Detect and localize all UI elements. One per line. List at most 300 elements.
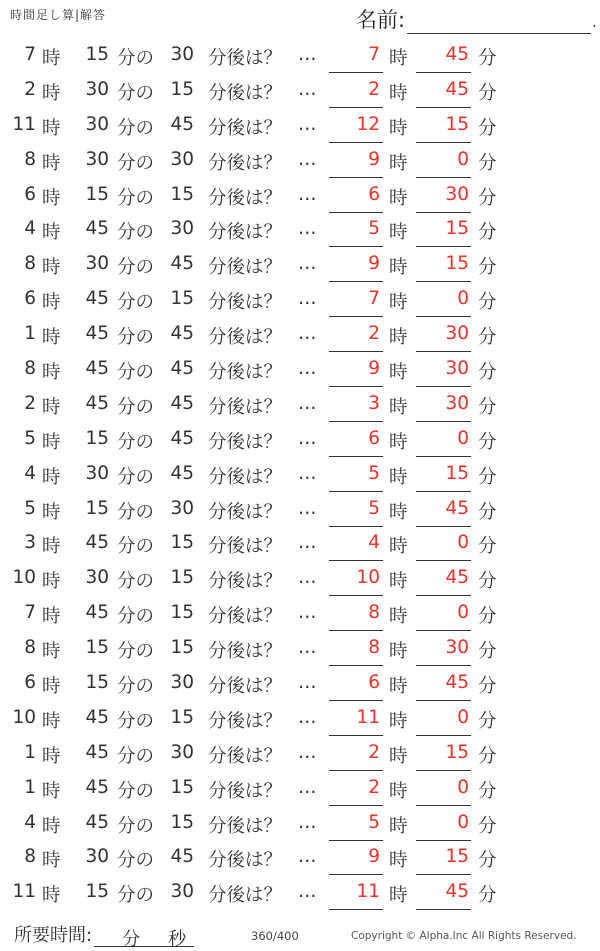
hour-label: 時	[42, 327, 61, 349]
ellipsis-mark: …	[298, 637, 318, 659]
minute-of-label: 分の	[117, 396, 155, 418]
minute-of-label: 分の	[117, 501, 155, 523]
problem-start-hour: 7	[24, 44, 36, 65]
ellipsis-mark: …	[298, 881, 318, 903]
minute-of-label: 分の	[117, 850, 155, 872]
answer-minute-label: 分	[478, 885, 497, 907]
problem-start-minute: 30	[85, 148, 109, 170]
answer-hour-label: 時	[389, 257, 408, 279]
ellipsis-mark: …	[298, 846, 318, 868]
answer-hour: 5	[368, 497, 380, 519]
answer-minute: 15	[445, 846, 469, 868]
problem-added-minutes: 15	[170, 602, 194, 624]
problem-start-hour: 5	[24, 427, 36, 449]
minute-of-label: 分の	[117, 431, 155, 453]
hour-label: 時	[42, 257, 61, 279]
answer-hour: 2	[368, 741, 380, 763]
answer-hour-underline	[329, 630, 383, 631]
answer-minute-underline	[416, 316, 471, 317]
answer-hour: 9	[368, 253, 380, 275]
problem-added-minutes: 45	[170, 323, 194, 345]
answer-minute-underline	[416, 874, 471, 875]
answer-hour: 5	[368, 462, 380, 484]
answer-hour: 6	[368, 183, 380, 205]
answer-minute: 30	[445, 358, 469, 380]
hour-label: 時	[42, 152, 61, 174]
answer-hour: 5	[368, 811, 380, 833]
answer-minute: 0	[457, 811, 469, 833]
minute-of-label: 分の	[117, 885, 155, 907]
hour-label: 時	[42, 710, 61, 732]
answer-minute-underline	[416, 526, 471, 527]
problem-row	[0, 389, 600, 424]
minutes-later-label: 分後は？	[208, 850, 283, 872]
hour-label: 時	[42, 82, 61, 104]
answer-minute-label: 分	[478, 327, 497, 349]
answer-hour: 8	[368, 637, 380, 659]
minutes-later-label: 分後は？	[208, 396, 283, 418]
problem-row	[0, 563, 600, 598]
minute-of-label: 分の	[117, 466, 155, 488]
answer-minute-underline	[416, 909, 471, 910]
problem-row	[0, 145, 600, 180]
name-field	[356, 4, 597, 34]
problem-added-minutes: 30	[170, 741, 194, 763]
answer-hour-label: 時	[389, 641, 408, 663]
hour-label: 時	[42, 815, 61, 837]
problem-start-hour: 6	[24, 672, 36, 694]
minute-of-label: 分の	[117, 327, 155, 349]
problem-start-minute: 45	[85, 358, 109, 380]
answer-hour-underline	[329, 107, 383, 108]
answer-minute: 0	[457, 148, 469, 170]
name-end-mark: .	[592, 15, 597, 31]
answer-minute-underline	[416, 491, 471, 492]
answer-hour-underline	[329, 72, 383, 73]
answer-hour-underline	[329, 665, 383, 666]
problem-start-hour: 1	[24, 776, 36, 798]
minutes-later-label: 分後は？	[208, 641, 283, 663]
minute-of-label: 分の	[117, 606, 155, 628]
answer-minute: 30	[445, 637, 469, 659]
problem-start-minute: 45	[85, 323, 109, 345]
problem-added-minutes: 15	[170, 183, 194, 205]
problem-start-hour: 2	[24, 392, 36, 414]
answer-minute-underline	[416, 735, 471, 736]
answer-minute-underline	[416, 665, 471, 666]
problem-added-minutes: 45	[170, 358, 194, 380]
worksheet-title: 時間足し算|解答	[10, 8, 107, 22]
answer-hour: 2	[368, 776, 380, 798]
minutes-later-label: 分後は？	[208, 466, 283, 488]
name-label: 名前:	[356, 8, 406, 32]
answer-minute: 0	[457, 602, 469, 624]
answer-hour-underline	[329, 281, 383, 282]
hour-label: 時	[42, 466, 61, 488]
minute-of-label: 分の	[117, 676, 155, 698]
answer-minute-underline	[416, 142, 471, 143]
problem-start-hour: 10	[12, 567, 36, 589]
answer-hour-label: 時	[389, 152, 408, 174]
hour-label: 時	[42, 222, 61, 244]
problem-start-minute: 15	[85, 672, 109, 694]
answer-minute: 45	[445, 44, 469, 65]
problem-start-hour: 7	[24, 602, 36, 624]
problem-added-minutes: 45	[170, 846, 194, 868]
ellipsis-mark: …	[298, 288, 318, 310]
minutes-later-label: 分後は？	[208, 362, 283, 384]
minute-of-label: 分の	[117, 362, 155, 384]
answer-minute-label: 分	[478, 431, 497, 453]
problem-added-minutes: 30	[170, 881, 194, 903]
ellipsis-mark: …	[298, 323, 318, 345]
answer-minute: 0	[457, 776, 469, 798]
problem-start-hour: 4	[24, 462, 36, 484]
answer-minute-label: 分	[478, 292, 497, 314]
problem-start-minute: 30	[85, 113, 109, 135]
hour-label: 時	[42, 850, 61, 872]
hour-label: 時	[42, 292, 61, 314]
answer-minute: 45	[445, 881, 469, 903]
answer-minute: 30	[445, 323, 469, 345]
problem-start-minute: 15	[85, 497, 109, 519]
hour-label: 時	[42, 745, 61, 767]
answer-minute-label: 分	[478, 222, 497, 244]
answer-minute-label: 分	[478, 48, 497, 69]
ellipsis-mark: …	[298, 602, 318, 624]
ellipsis-mark: …	[298, 672, 318, 694]
answer-minute-label: 分	[478, 780, 497, 802]
minutes-later-label: 分後は？	[208, 815, 283, 837]
minute-of-label: 分の	[117, 780, 155, 802]
answer-minute-underline	[416, 177, 471, 178]
hour-label: 時	[42, 536, 61, 558]
problem-row	[0, 459, 600, 494]
minutes-later-label: 分後は？	[208, 536, 283, 558]
answer-hour: 9	[368, 148, 380, 170]
elapsed-time-box	[94, 926, 194, 950]
answer-hour: 6	[368, 427, 380, 449]
page-number: 360/400	[251, 929, 299, 943]
answer-minute-underline	[416, 595, 471, 596]
answer-minute: 45	[445, 672, 469, 694]
answer-minute-label: 分	[478, 117, 497, 139]
ellipsis-mark: …	[298, 811, 318, 833]
problem-row	[0, 842, 600, 877]
answer-hour-underline	[329, 770, 383, 771]
answer-hour-underline	[329, 212, 383, 213]
problem-start-minute: 15	[85, 881, 109, 903]
minutes-later-label: 分後は？	[208, 187, 283, 209]
answer-hour-underline	[329, 142, 383, 143]
answer-minute-underline	[416, 107, 471, 108]
answer-hour-label: 時	[389, 292, 408, 314]
minutes-later-label: 分後は？	[208, 571, 283, 593]
answer-minute-label: 分	[478, 82, 497, 104]
problem-added-minutes: 45	[170, 427, 194, 449]
minute-of-label: 分の	[117, 48, 155, 69]
answer-hour-underline	[329, 595, 383, 596]
minutes-later-label: 分後は？	[208, 676, 283, 698]
problem-row	[0, 319, 600, 354]
ellipsis-mark: …	[298, 392, 318, 414]
answer-minute-underline	[416, 72, 471, 73]
ellipsis-mark: …	[298, 532, 318, 554]
answer-hour: 2	[368, 323, 380, 345]
problem-row	[0, 110, 600, 145]
answer-minute-label: 分	[478, 850, 497, 872]
answer-hour-label: 時	[389, 780, 408, 802]
minutes-later-label: 分後は？	[208, 606, 283, 628]
problem-start-hour: 8	[24, 637, 36, 659]
answer-minute: 0	[457, 532, 469, 554]
minutes-later-label: 分後は？	[208, 152, 283, 174]
ellipsis-mark: …	[298, 183, 318, 205]
minute-of-label: 分の	[117, 571, 155, 593]
copyright-notice: Copyright © Alpha.Inc All Rights Reserved.	[351, 930, 577, 942]
problem-row	[0, 773, 600, 808]
answer-hour: 3	[368, 392, 380, 414]
answer-minute-underline	[416, 456, 471, 457]
answer-hour-label: 時	[389, 117, 408, 139]
answer-minute-label: 分	[478, 676, 497, 698]
hour-label: 時	[42, 187, 61, 209]
answer-minute-label: 分	[478, 362, 497, 384]
answer-minute-underline	[416, 805, 471, 806]
problem-start-hour: 4	[24, 218, 36, 240]
ellipsis-mark: …	[298, 253, 318, 275]
problem-start-minute: 45	[85, 218, 109, 240]
answer-minute: 15	[445, 253, 469, 275]
minutes-later-label: 分後は？	[208, 222, 283, 244]
answer-minute: 45	[445, 567, 469, 589]
elapsed-time-label: 所要時間:	[14, 925, 93, 946]
problem-added-minutes: 15	[170, 637, 194, 659]
hour-label: 時	[42, 571, 61, 593]
ellipsis-mark: …	[298, 462, 318, 484]
answer-hour-label: 時	[389, 362, 408, 384]
answer-hour-label: 時	[389, 571, 408, 593]
problem-start-minute: 45	[85, 741, 109, 763]
problem-added-minutes: 15	[170, 776, 194, 798]
minute-of-label: 分の	[117, 187, 155, 209]
answer-hour: 9	[368, 846, 380, 868]
answer-hour-underline	[329, 316, 383, 317]
answer-hour-underline	[329, 874, 383, 875]
problem-start-minute: 30	[85, 462, 109, 484]
problem-start-hour: 6	[24, 183, 36, 205]
problem-start-hour: 10	[12, 706, 36, 728]
minute-of-label: 分の	[117, 152, 155, 174]
answer-hour-underline	[329, 246, 383, 247]
answer-minute: 30	[445, 392, 469, 414]
problem-start-minute: 45	[85, 288, 109, 310]
answer-minute-underline	[416, 630, 471, 631]
problem-start-minute: 15	[85, 183, 109, 205]
answer-hour-underline	[329, 386, 383, 387]
problem-start-minute: 30	[85, 567, 109, 589]
problem-added-minutes: 15	[170, 567, 194, 589]
problem-row	[0, 668, 600, 703]
problem-start-minute: 15	[85, 44, 109, 65]
answer-hour-underline	[329, 421, 383, 422]
ellipsis-mark: …	[298, 78, 318, 100]
answer-minute: 15	[445, 218, 469, 240]
problem-start-minute: 45	[85, 602, 109, 624]
problem-start-minute: 15	[85, 427, 109, 449]
ellipsis-mark: …	[298, 776, 318, 798]
problem-start-hour: 8	[24, 358, 36, 380]
answer-hour-underline	[329, 840, 383, 841]
problem-row	[0, 494, 600, 529]
answer-hour: 7	[368, 44, 380, 65]
answer-hour-label: 時	[389, 710, 408, 732]
hour-label: 時	[42, 676, 61, 698]
problem-row	[0, 249, 600, 284]
problem-added-minutes: 45	[170, 392, 194, 414]
problem-start-hour: 1	[24, 741, 36, 763]
minutes-unit: 分	[122, 929, 141, 950]
hour-label: 時	[42, 501, 61, 523]
answer-minute-label: 分	[478, 501, 497, 523]
answer-minute-underline	[416, 212, 471, 213]
problem-start-hour: 4	[24, 811, 36, 833]
ellipsis-mark: …	[298, 427, 318, 449]
answer-hour-label: 時	[389, 850, 408, 872]
answer-hour-underline	[329, 700, 383, 701]
problem-start-hour: 8	[24, 148, 36, 170]
answer-hour-underline	[329, 456, 383, 457]
hour-label: 時	[42, 48, 61, 69]
answer-hour-label: 時	[389, 466, 408, 488]
answer-minute: 15	[445, 113, 469, 135]
answer-hour-label: 時	[389, 676, 408, 698]
minute-of-label: 分の	[117, 815, 155, 837]
minute-of-label: 分の	[117, 257, 155, 279]
answer-minute: 15	[445, 462, 469, 484]
minute-of-label: 分の	[117, 745, 155, 767]
hour-label: 時	[42, 396, 61, 418]
problem-start-minute: 30	[85, 78, 109, 100]
answer-hour: 12	[356, 113, 380, 135]
ellipsis-mark: …	[298, 497, 318, 519]
answer-hour-underline	[329, 909, 383, 910]
problem-start-hour: 5	[24, 497, 36, 519]
answer-hour-underline	[329, 177, 383, 178]
problem-added-minutes: 45	[170, 462, 194, 484]
problem-added-minutes: 45	[170, 253, 194, 275]
answer-hour-label: 時	[389, 431, 408, 453]
answer-minute-underline	[416, 386, 471, 387]
seconds-unit: 秒	[168, 929, 187, 950]
answer-hour-label: 時	[389, 501, 408, 523]
answer-minute-underline	[416, 421, 471, 422]
answer-minute-label: 分	[478, 745, 497, 767]
problem-added-minutes: 30	[170, 497, 194, 519]
minutes-later-label: 分後は？	[208, 780, 283, 802]
hour-label: 時	[42, 431, 61, 453]
problem-row	[0, 598, 600, 633]
answer-hour-label: 時	[389, 187, 408, 209]
minutes-later-label: 分後は？	[208, 431, 283, 453]
answer-minute: 30	[445, 183, 469, 205]
minutes-later-label: 分後は？	[208, 710, 283, 732]
problem-row	[0, 703, 600, 738]
answer-minute-underline	[416, 281, 471, 282]
problem-start-hour: 2	[24, 78, 36, 100]
answer-hour-label: 時	[389, 815, 408, 837]
answer-minute-underline	[416, 246, 471, 247]
ellipsis-mark: …	[298, 44, 318, 65]
problem-start-minute: 30	[85, 253, 109, 275]
answer-minute-label: 分	[478, 466, 497, 488]
minutes-later-label: 分後は？	[208, 292, 283, 314]
problem-row	[0, 877, 600, 912]
answer-minute-label: 分	[478, 396, 497, 418]
answer-minute-label: 分	[478, 257, 497, 279]
answer-minute: 0	[457, 427, 469, 449]
problem-added-minutes: 15	[170, 532, 194, 554]
hour-label: 時	[42, 362, 61, 384]
minutes-later-label: 分後は？	[208, 117, 283, 139]
problem-row	[0, 633, 600, 668]
minute-of-label: 分の	[117, 82, 155, 104]
minute-of-label: 分の	[117, 641, 155, 663]
problem-start-minute: 45	[85, 811, 109, 833]
problem-row	[0, 214, 600, 249]
problem-added-minutes: 15	[170, 288, 194, 310]
answer-hour-label: 時	[389, 885, 408, 907]
answer-minute-label: 分	[478, 536, 497, 558]
answer-minute-label: 分	[478, 606, 497, 628]
answer-minute-underline	[416, 351, 471, 352]
answer-hour-underline	[329, 351, 383, 352]
answer-minute-label: 分	[478, 815, 497, 837]
answer-hour: 6	[368, 672, 380, 694]
problem-start-hour: 1	[24, 323, 36, 345]
answer-hour: 7	[368, 288, 380, 310]
ellipsis-mark: …	[298, 113, 318, 135]
problem-added-minutes: 15	[170, 706, 194, 728]
problem-added-minutes: 45	[170, 113, 194, 135]
ellipsis-mark: …	[298, 148, 318, 170]
elapsed-time-field	[14, 921, 194, 950]
minute-of-label: 分の	[117, 710, 155, 732]
answer-hour-underline	[329, 735, 383, 736]
answer-hour-underline	[329, 526, 383, 527]
problem-start-hour: 8	[24, 846, 36, 868]
answer-hour-underline	[329, 805, 383, 806]
answer-hour-underline	[329, 491, 383, 492]
answer-minute-underline	[416, 770, 471, 771]
ellipsis-mark: …	[298, 218, 318, 240]
ellipsis-mark: …	[298, 567, 318, 589]
hour-label: 時	[42, 641, 61, 663]
problem-start-hour: 11	[12, 113, 36, 135]
answer-minute-label: 分	[478, 187, 497, 209]
answer-hour: 8	[368, 602, 380, 624]
answer-hour: 11	[356, 881, 380, 903]
answer-hour: 11	[356, 706, 380, 728]
ellipsis-mark: …	[298, 358, 318, 380]
answer-hour-label: 時	[389, 48, 408, 69]
problem-row	[0, 424, 600, 459]
problem-start-minute: 45	[85, 532, 109, 554]
minutes-later-label: 分後は？	[208, 48, 283, 69]
problem-row	[0, 284, 600, 319]
hour-label: 時	[42, 606, 61, 628]
answer-minute: 0	[457, 288, 469, 310]
